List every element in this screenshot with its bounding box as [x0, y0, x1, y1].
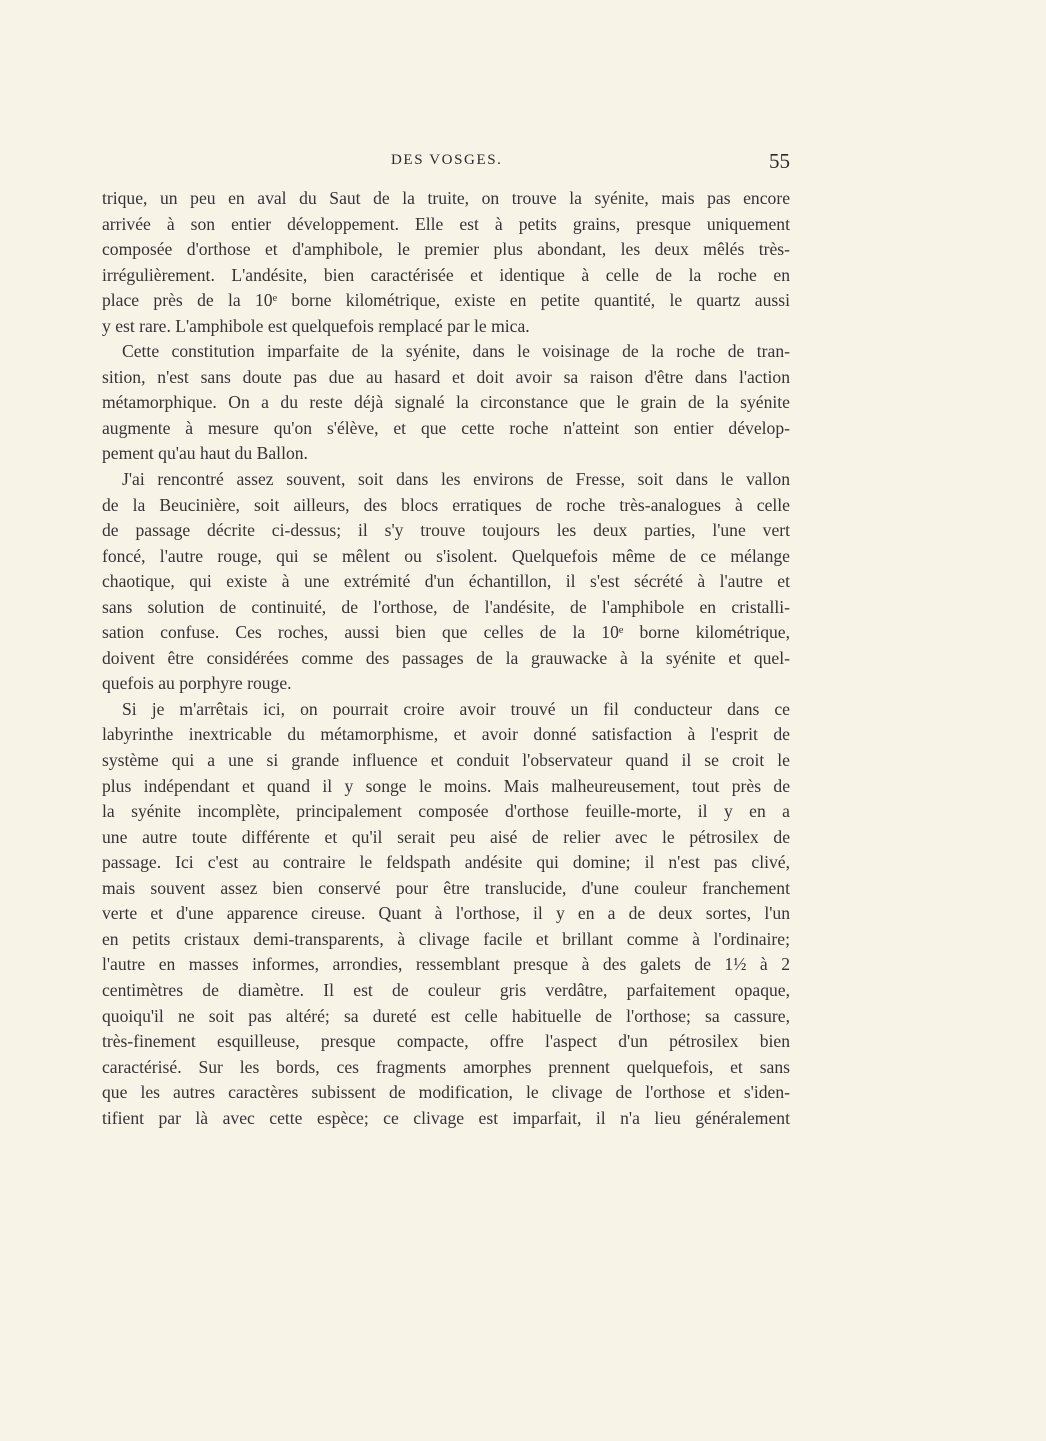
paragraph-4 — [102, 697, 790, 1131]
text-line: centimètres de diamètre. Il est de couleur gris verdâtre, parfaitement opaque, — [102, 979, 790, 1000]
text-line: caractérisé. Sur les bords, ces fragments amorphes prennent quelquefois, et sans — [102, 1056, 790, 1077]
text-line: J'ai rencontré assez souvent, soit dans les environs de Fresse, soit dans le vallon — [122, 469, 790, 490]
text-line: chaotique, qui existe à une extrémité d'un échantillon, il s'est sécrété à l'autre et — [102, 571, 790, 592]
text-line: arrivée à son entier développement. Elle est à petits grains, presque uniquement — [102, 213, 790, 234]
text-line: de la Beucinière, soit ailleurs, des blocs erratiques de roche très-analogues à celle — [102, 494, 790, 515]
text-line: passage. Ici c'est au contraire le feldspath andésite qui domine; il n'est pas clivé, — [102, 852, 790, 873]
text-line: très-finement esquilleuse, presque compacte, offre l'aspect d'un pétrosilex bien — [102, 1031, 790, 1052]
text-line: la syénite incomplète, principalement composée d'orthose feuille-morte, il y en a — [102, 801, 790, 822]
text-line: sition, n'est sans doute pas due au hasard et doit avoir sa raison d'être dans l'action — [102, 366, 790, 387]
text-line: sans solution de continuité, de l'orthose, de l'andésite, de l'amphibole en cristalli- — [102, 596, 790, 617]
text-line: augmente à mesure qu'on s'élève, et que cette roche n'atteint son entier dévelop- — [102, 417, 790, 438]
text-line: métamorphique. On a du reste déjà signalé la circonstance que le grain de la syénite — [102, 392, 790, 413]
text-line: Si je m'arrêtais ici, on pourrait croire avoir trouvé un fil conducteur dans ce — [122, 698, 790, 719]
text-line: système qui a une si grande influence et conduit l'observateur quand il se croit le — [102, 750, 790, 771]
paragraph-2 — [102, 339, 790, 467]
text-line: irrégulièrement. L'andésite, bien caractérisée et identique à celle de la roche en — [102, 264, 790, 285]
text-line: verte et d'une apparence cireuse. Quant à l'orthose, il y en a de deux sortes, l'un — [102, 903, 790, 924]
text-line: trique, un peu en aval du Saut de la truite, on trouve la syénite, mais pas encore — [102, 188, 790, 208]
text-line: pement qu'au haut du Ballon. — [102, 443, 308, 464]
text-line: une autre toute différente et qu'il serait peu aisé de relier avec le pétrosilex de — [102, 826, 790, 847]
text-line: composée d'orthose et d'amphibole, le premier plus abondant, les deux mêlés très- — [102, 239, 790, 260]
text-line: en petits cristaux demi-transparents, à clivage facile et brillant comme à l'ordinaire; — [102, 928, 790, 949]
text-line: quoiqu'il ne soit pas altéré; sa dureté est celle habituelle de l'orthose; sa cassure, — [102, 1005, 790, 1026]
text-line: Cette constitution imparfaite de la syénite, dans le voisinage de la roche de tran- — [122, 341, 790, 362]
text-line: tifient par là avec cette espèce; ce clivage est imparfait, il n'a lieu généralement — [102, 1107, 790, 1128]
text-line: doivent être considérées comme des passages de la grauwacke à la syénite et quel- — [102, 647, 790, 668]
paragraph-1 — [102, 186, 790, 339]
body-text — [102, 186, 790, 1156]
page-number: 55 — [769, 149, 790, 173]
text-line: y est rare. L'amphibole est quelquefois remplacé par le mica. — [102, 315, 530, 336]
text-line: labyrinthe inextricable du métamorphisme, et avoir donné satisfaction à l'esprit de — [102, 724, 790, 745]
text-line: plus indépendant et quand il y songe le moins. Mais malheureusement, tout près de — [102, 775, 790, 796]
text-line: foncé, l'autre rouge, qui se mêlent ou s'isolent. Quelquefois même de ce mélange — [102, 545, 790, 566]
text-line: de passage décrite ci-dessus; il s'y trouve toujours les deux parties, l'une vert — [102, 520, 790, 541]
text-line: quefois au porphyre rouge. — [102, 673, 292, 694]
text-line: place près de la 10ᵉ borne kilométrique, existe en petite quantité, le quartz aussi — [102, 290, 790, 311]
text-line: mais souvent assez bien conservé pour être translucide, d'une couleur franchement — [102, 877, 790, 898]
text-line: l'autre en masses informes, arrondies, ressemblant presque à des galets de 1½ à 2 — [102, 954, 790, 975]
paragraph-3 — [102, 467, 790, 697]
page-header — [102, 150, 790, 178]
running-title: DES VOSGES. — [391, 152, 503, 168]
text-line: sation confuse. Ces roches, aussi bien que celles de la 10ᵉ borne kilométrique, — [102, 622, 790, 643]
text-line: que les autres caractères subissent de modification, le clivage de l'orthose et s'iden- — [102, 1082, 790, 1103]
